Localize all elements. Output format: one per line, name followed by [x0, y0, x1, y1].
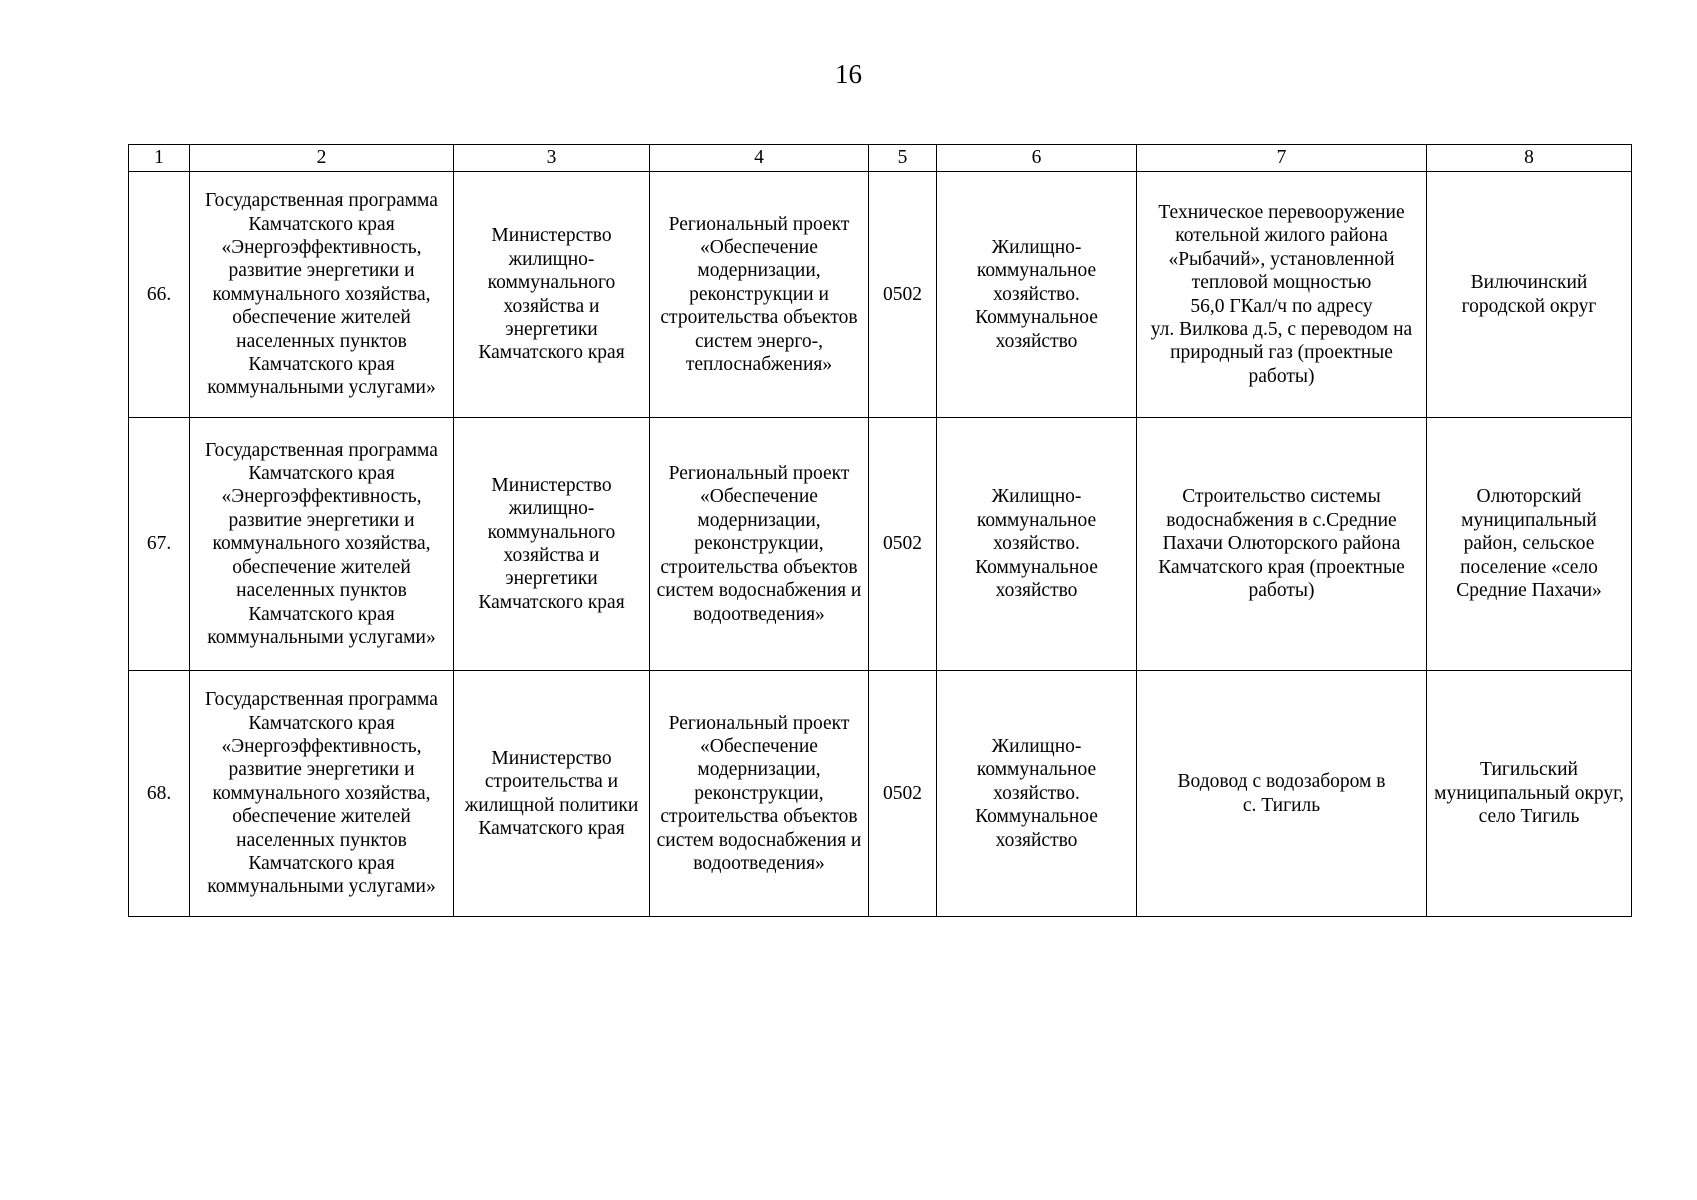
project-name: Региональный проект «Обеспечение модернизации, реконструкции, строительства объектов систем водоснабжения и водоотведения» — [656, 712, 862, 875]
table-row — [129, 418, 1632, 671]
object-name: Водовод с водозабором в с. Тигиль — [1177, 771, 1386, 816]
sector-cell — [937, 418, 1137, 671]
program-cell — [190, 671, 454, 917]
object-cell — [1137, 418, 1427, 671]
code-cell — [869, 172, 937, 418]
table-row — [129, 671, 1632, 917]
sector-cell — [937, 671, 1137, 917]
ministry-name: Министерство жилищно- коммунального хозяйства и энергетики Камчатского края — [478, 474, 625, 613]
project-cell — [650, 418, 869, 671]
program-cell — [190, 172, 454, 418]
column-header-4: 4 — [650, 145, 869, 172]
object-cell — [1137, 671, 1427, 917]
column-header-2: 2 — [190, 145, 454, 172]
municipality-name: Вилючинский городской округ — [1461, 272, 1597, 317]
data-table — [128, 144, 1632, 917]
project-cell — [650, 671, 869, 917]
page-number: 16 — [835, 59, 862, 89]
ministry-cell — [454, 418, 650, 671]
table-row — [129, 172, 1632, 418]
project-name: Региональный проект «Обеспечение модернизации, реконструкции и строительства объектов систем энерго-, теплоснабжения» — [660, 213, 858, 376]
municipality-cell — [1427, 671, 1632, 917]
ministry-cell — [454, 671, 650, 917]
table-header-row — [129, 145, 1632, 172]
project-cell — [650, 172, 869, 418]
object-name: Техническое перевооружение котельной жилого района «Рыбачий», установленной тепловой мощностью 56,0 ГКал/ч по адресу ул. Вилкова д.5, с переводом на природный газ (проектные работы) — [1150, 201, 1413, 387]
municipality-cell — [1427, 172, 1632, 418]
column-header-5: 5 — [869, 145, 937, 172]
municipality-name: Тигильский муниципальный округ, село Тигиль — [1434, 759, 1624, 828]
budget-code: 0502 — [883, 533, 922, 555]
column-header-1: 1 — [129, 145, 190, 172]
row-number-cell — [129, 671, 190, 917]
ministry-name: Министерство жилищно- коммунального хозяйства и энергетики Камчатского края — [478, 225, 625, 364]
municipality-cell — [1427, 418, 1632, 671]
column-header-3: 3 — [454, 145, 650, 172]
row-number: 68. — [146, 782, 172, 804]
sector-name: Жилищно- коммунальное хозяйство. Коммунальное хозяйство — [975, 236, 1098, 352]
code-cell — [869, 418, 937, 671]
column-header-6: 6 — [937, 145, 1137, 172]
row-number-cell — [129, 172, 190, 418]
budget-code: 0502 — [883, 782, 922, 804]
program-name: Государственная программа Камчатского края «Энергоэффективность, развитие энергетики и коммунального хозяйства, обеспечение жителей населенных пунктов Камчатского края коммунальными услугами» — [205, 190, 438, 399]
sector-cell — [937, 172, 1137, 418]
program-name: Государственная программа Камчатского края «Энергоэффективность, развитие энергетики и коммунального хозяйства, обеспечение жителей населенных пунктов Камчатского края коммунальными услугами» — [205, 439, 438, 648]
program-name: Государственная программа Камчатского края «Энергоэффективность, развитие энергетики и коммунального хозяйства, обеспечение жителей населенных пунктов Камчатского края коммунальными услугами» — [205, 689, 438, 898]
ministry-cell — [454, 172, 650, 418]
column-header-8: 8 — [1427, 145, 1632, 172]
project-name: Региональный проект «Обеспечение модернизации, реконструкции, строительства объектов систем водоснабжения и водоотведения» — [656, 463, 862, 625]
sector-name: Жилищно- коммунальное хозяйство. Коммунальное хозяйство — [975, 486, 1098, 602]
column-header-7: 7 — [1137, 145, 1427, 172]
budget-code: 0502 — [883, 283, 922, 305]
municipality-name: Олюторский муниципальный район, сельское поселение «село Средние Пахачи» — [1456, 486, 1602, 602]
code-cell — [869, 671, 937, 917]
program-cell — [190, 418, 454, 671]
object-cell — [1137, 172, 1427, 418]
object-name: Строительство системы водоснабжения в с.Средние Пахачи Олюторского района Камчатского края (проектные работы) — [1158, 486, 1405, 602]
ministry-name: Министерство строительства и жилищной политики Камчатского края — [464, 747, 639, 839]
sector-name: Жилищно- коммунальное хозяйство. Коммунальное хозяйство — [975, 735, 1098, 851]
row-number: 67. — [146, 533, 172, 555]
row-number-cell — [129, 418, 190, 671]
row-number: 66. — [146, 283, 172, 305]
